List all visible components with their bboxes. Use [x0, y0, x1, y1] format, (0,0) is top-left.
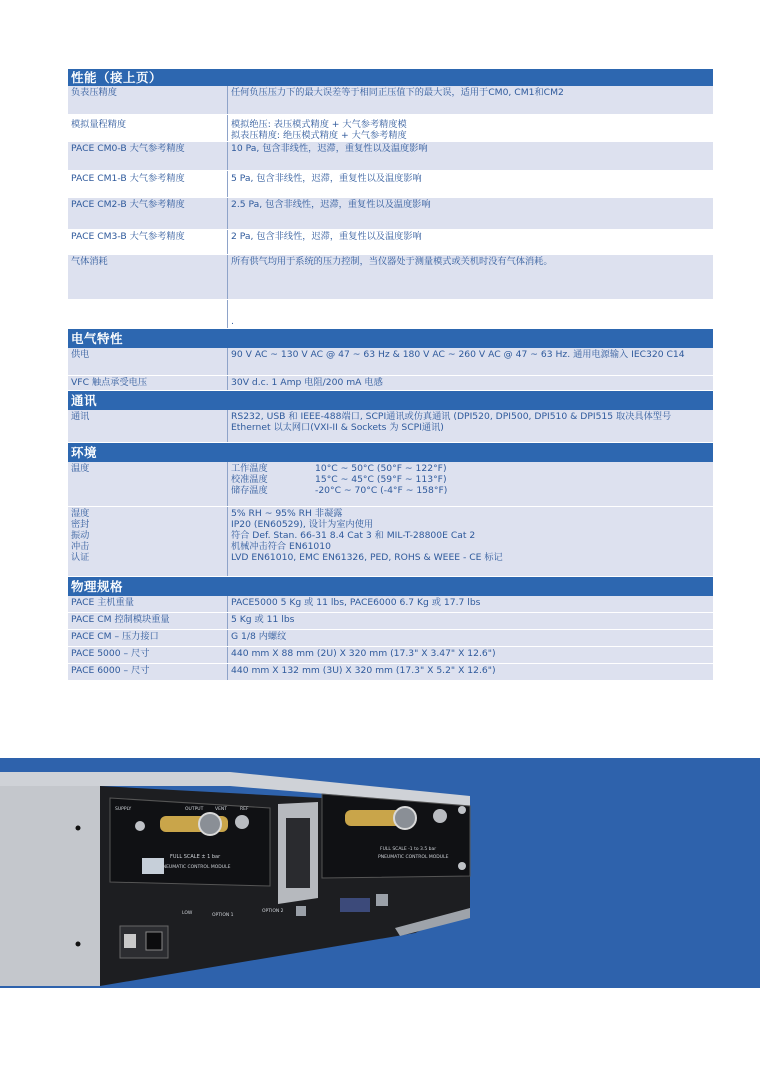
- supply-port: [135, 821, 145, 831]
- spec-row-cm3-accuracy: [68, 230, 713, 255]
- spec-row-power-supply: [68, 348, 713, 376]
- case-side: [0, 786, 100, 986]
- spec-row-pace5000-dimensions: [68, 647, 713, 664]
- section-header-environment: 环境: [68, 443, 713, 462]
- temperature-calibration: 校准温度 15°C ~ 45°C (59°F ~ 113°F): [231, 474, 447, 485]
- spec-row-vfc-voltage: [68, 376, 713, 391]
- spec-label: 负表压精度: [68, 86, 228, 114]
- section-header-comms: 通讯: [68, 391, 713, 410]
- spec-row-cm0-accuracy: [68, 142, 713, 171]
- spec-row-communications: [68, 410, 713, 443]
- spec-label: PACE CM3-B 大气参考精度: [68, 230, 228, 254]
- spec-label: VFC 触点承受电压: [68, 376, 228, 390]
- spec-row-pace6000-dimensions: [68, 664, 713, 681]
- spec-row-main-weight: [68, 596, 713, 613]
- section-header-performance: 性能（接上页）: [68, 69, 713, 86]
- product-photo-band: [0, 758, 760, 988]
- pace-instrument-illustration: [0, 758, 760, 988]
- output-port: [394, 807, 416, 829]
- output-port: [199, 813, 221, 835]
- option-2-label: OPTION 2: [262, 909, 284, 914]
- module-1-scale-text: FULL SCALE ± 1 bar: [170, 854, 221, 860]
- spec-value: 2 Pa, 包含非线性，迟滞，重复性以及温度影响: [231, 231, 422, 242]
- spec-label: 湿度 密封 振动 冲击 认证: [68, 507, 228, 576]
- vent-port: [433, 809, 447, 823]
- temperature-storage: 储存温度 -20°C ~ 70°C (-4°F ~ 158°F): [231, 485, 448, 496]
- spec-label: 供电: [68, 348, 228, 375]
- module-2-scale-text: FULL SCALE ‑1 to 3.5 bar: [380, 847, 437, 852]
- spec-row-environment-other: [68, 507, 713, 577]
- case-screw: [76, 942, 81, 947]
- spec-row-emulated-range-accuracy: [68, 115, 713, 142]
- spec-row-temperature: [68, 462, 713, 507]
- spec-value: 5 Kg 或 11 lbs: [231, 614, 295, 625]
- spec-value: PACE5000 5 Kg 或 11 lbs, PACE6000 6.7 Kg 或 17.7 lbs: [231, 597, 481, 608]
- spec-value: [228, 462, 713, 506]
- spec-value: RS232, USB 和 IEEE-488端口, SCPI通讯或仿真通讯 (DPI520, DPI500, DPI510 & DPI515 取决具体型号 Ethernet 以太网口(VXI-II & Sockets 为 SCPI通讯): [231, 411, 672, 433]
- vent-port: [235, 815, 249, 829]
- spec-label: PACE 5000 – 尺寸: [68, 647, 228, 663]
- spec-label: PACE CM2-B 大气参考精度: [68, 198, 228, 229]
- spec-row-cm2-accuracy: [68, 198, 713, 230]
- spec-value: G 1/8 内螺纹: [231, 631, 287, 642]
- module-1-output-text: OUTPUT: [185, 807, 204, 812]
- spec-label: PACE 6000 – 尺寸: [68, 664, 228, 680]
- spec-label: PACE 主机重量: [68, 596, 228, 612]
- spec-label: 模拟量程精度: [68, 115, 228, 141]
- module-1-name-text: PNEUMATIC CONTROL MODULE: [160, 865, 231, 870]
- usb-port: [376, 894, 388, 906]
- spec-value: 2.5 Pa, 包含非线性，迟滞，重复性以及温度影响: [231, 199, 431, 210]
- control-module-2: [322, 794, 470, 878]
- spec-label: [68, 300, 228, 328]
- module-1-vent-text: VENT: [215, 807, 228, 812]
- bracket-opening: [286, 818, 310, 888]
- spec-value: 30V d.c. 1 Amp 电阻/200 mA 电感: [231, 377, 383, 388]
- spec-value: 440 mm X 132 mm (3U) X 320 mm (17.3" X 5.2" X 12.6"): [231, 665, 496, 676]
- spec-row-module-weight: [68, 613, 713, 630]
- spec-row-blank: [68, 300, 713, 329]
- spec-row-negative-gauge-accuracy: [68, 86, 713, 115]
- ref-port: [458, 862, 466, 870]
- spec-label: PACE CM1-B 大气参考精度: [68, 171, 228, 197]
- module-1-supply-text: SUPPLY: [115, 807, 132, 812]
- module-1-ref-text: REF: [240, 807, 249, 812]
- spec-value: 90 V AC ~ 130 V AC @ 47 ~ 63 Hz & 180 V AC ~ 260 V AC @ 47 ~ 63 Hz. 通用电源输入 IEC320 C14: [231, 349, 685, 360]
- spec-value: 任何负压压力下的最大误差等于相同正压值下的最大误，适用于CM0, CM1和CM2: [231, 87, 564, 98]
- temperature-operating: 工作温度 10°C ~ 50°C (50°F ~ 122°F): [231, 463, 447, 474]
- spec-row-gas-consumption: [68, 255, 713, 300]
- option-1-label: OPTION 1: [212, 913, 234, 918]
- specification-table: [68, 69, 713, 681]
- spec-value: 所有供气均用于系统的压力控制，当仪器处于测量模式或关机时没有气体消耗。: [231, 256, 553, 267]
- section-header-physical: 物理规格: [68, 577, 713, 596]
- spec-label: 温度: [68, 462, 228, 506]
- spec-value: 5% RH ~ 95% RH 非凝露 IP20 (EN60529), 设计为室内使用 符合 Def. Stan. 66-31 8.4 Cat 3 和 MIL-T-28800E Cat 2 机械冲击符合 EN61010 LVD EN61010, EMC EN61326, PED, ROHS & WEEE - CE 标记: [231, 508, 503, 563]
- spec-value: 模拟绝压: 表压模式精度 + 大气参考精度模 拟表压精度: 绝压模式精度 + 大气参考精度: [231, 119, 407, 141]
- iec-socket: [146, 932, 162, 950]
- section-header-electrical: 电气特性: [68, 329, 713, 348]
- spec-row-pressure-port: [68, 630, 713, 647]
- power-switch: [124, 934, 136, 948]
- case-screw: [76, 826, 81, 831]
- spec-value: 10 Pa, 包含非线性，迟滞，重复性以及温度影响: [231, 143, 428, 154]
- module-2-name-text: PNEUMATIC CONTROL MODULE: [378, 855, 449, 860]
- low-label: LOW: [182, 911, 193, 916]
- spec-label: 气体消耗: [68, 255, 228, 299]
- spec-value: 5 Pa, 包含非线性，迟滞，重复性以及温度影响: [231, 173, 422, 184]
- serial-port: [340, 898, 370, 912]
- ref-port: [458, 806, 466, 814]
- spec-label: PACE CM 控制模块重量: [68, 613, 228, 629]
- spec-label: PACE CM – 压力接口: [68, 630, 228, 646]
- spec-label: 通讯: [68, 410, 228, 442]
- spec-row-cm1-accuracy: [68, 171, 713, 198]
- spec-label: PACE CM0-B 大气参考精度: [68, 142, 228, 170]
- spec-value: .: [231, 316, 234, 327]
- spec-value: 440 mm X 88 mm (2U) X 320 mm (17.3" X 3.47" X 12.6"): [231, 648, 496, 659]
- ethernet-port: [296, 906, 306, 916]
